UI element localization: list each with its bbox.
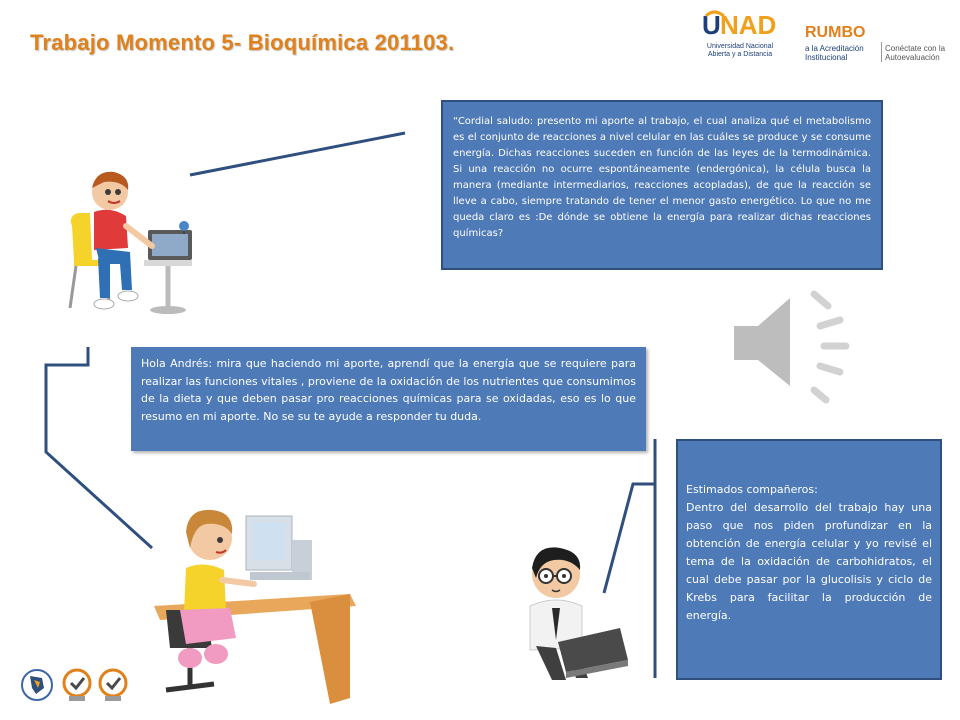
message-bubble-3-greeting: Estimados compañeros:	[686, 483, 818, 496]
unad-line2: Abierta y a Distancia	[707, 51, 773, 58]
sgs-certification-icon-2	[96, 668, 130, 702]
nerd-laptop-icon	[516, 544, 646, 694]
sgs-certification-icon	[60, 668, 94, 702]
message-bubble-2: Hola Andrés: mira que haciendo mi aporte, aprendí que la energía que se requiere para realizar las funciones vitales , proviene de la oxidación de los nutrientes que consumimos de la dieta y que deben pasar pro reacciones químicas para se oxidadas, eso es lo que resumo en mi aporte. No se su te ayude a responder tu duda.	[131, 347, 646, 451]
rumbo-word: RUMBO	[805, 24, 866, 41]
unad-line1: Universidad Nacional	[706, 43, 774, 50]
girl-computer-icon	[150, 498, 390, 708]
message-bubble-3	[676, 439, 942, 680]
conect-line2: Autoevaluación	[885, 53, 940, 62]
rumbo-line1: a la Acreditación	[805, 44, 864, 53]
message-bubble-1: “Cordial saludo: presento mi aporte al trabajo, el cual analiza qué el metabolismo es el conjunto de reacciones a nivel celular en las cuáles se produce y se consume energía. Dichas reacciones suceden en función de las leyes de la termodinámica. Si una reacción no ocurre espontáneamente (endergónica), la célula busca la manera (mediante intermediarios, reacciones acopladas), de que la reacción se lleve a cabo, siempre tratando de tener el menor gasto energético. Lo que no me queda claro es :De dónde se obtiene la energía para realizar dichas reacciones químicas?	[441, 100, 883, 270]
page-title: Trabajo Momento 5- Bioquímica 201103.	[30, 30, 455, 55]
rumbo-line2: Institucional	[805, 53, 848, 62]
message-bubble-3-body: Dentro del desarrollo del trabajo hay una paso que nos piden profundizar en la obtención de energía celular y yo revisé el tema de la oxidación de carbohidratos, el cual debe pasar por la glucolisis y ciclo de Krebs para facilitar la producción de energía.	[686, 501, 932, 622]
unad-nad-letters: NAD	[720, 10, 777, 38]
speaker-icon[interactable]	[728, 286, 858, 406]
unad-u-letter: U	[702, 10, 721, 38]
connector-boy	[190, 133, 405, 175]
conect-line1: Conéctate con la	[885, 44, 946, 53]
boy-laptop-icon	[60, 168, 200, 328]
colombia-map-icon	[20, 668, 54, 702]
